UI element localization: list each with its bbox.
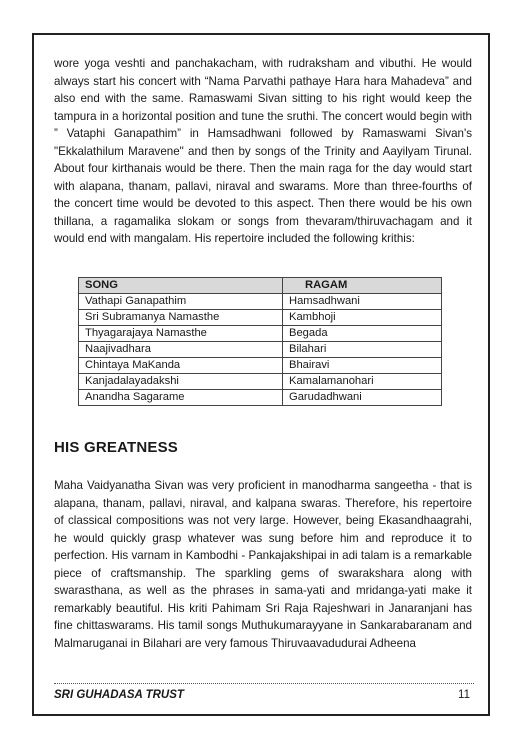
table-header-row [79, 278, 442, 294]
table-row [79, 326, 442, 342]
table-row [79, 390, 442, 406]
table-row [79, 310, 442, 326]
ragam-cell: Begada [283, 326, 442, 342]
column-header-song: SONG [79, 278, 283, 294]
footer-trust-name: SRI GUHADASA TRUST [54, 689, 184, 701]
song-cell: Chintaya MaKanda [79, 358, 283, 374]
footer-divider [54, 683, 474, 684]
column-header-ragam: RAGAM [283, 278, 442, 294]
ragam-cell: Kambhoji [283, 310, 442, 326]
paragraph-greatness: Maha Vaidyanatha Sivan was very proficient in manodharma sangeetha - that is alapana, thanam, pallavi, niraval, and kalpana swaras. Therefore, his repertoire of classical compositions was not very large. However, being Ekasandhaagrahi, he would quickly grasp whatever was sung before him and reproduce it to perfection. His varnam in Kambodhi - Pankajakshipai in adi talam is a remarkable piece of craftsmanship. The sparkling gems of swarakshara along with swarasthana, as well as the phrases in sama-yati and mridanga-yati make it remarkably beautiful. His kriti Pahimam Sri Raja Rajeshwari in Janaranjani has fine chittaswarams. His tamil songs Muthukumarayyane in Sankarabaranam and Malmaruganai in Bilahari are very famous Thiruvaavadudurai Adheena [54, 479, 472, 650]
ragam-cell: Bilahari [283, 342, 442, 358]
paragraph-concert-description: wore yoga veshti and panchakacham, with rudraksham and vibuthi. He would always start his concert with “Nama Parvathi pathaye Hara hara Mahadeva” and also end with the same. Ramaswami Sivan sitting to his right would keep the tampura in a horizontal position and tune the sruthi. The concert would begin with ” Vataphi Ganapathim” in Hamsadhwani followed by Ramaswami Sivan's "Ekkalathilum Maravene" and then by songs of the Trinity and Aayilyam Tirunal. About four kirthanais would be there. Then the main raga for the day would start with alapana, thanam, pallavi, niraval and swarams. More than three-fourths of the concert time would be devoted to this aspect. Then there would be his own thillana, a ragamalika slokam or songs from thevaram/thiruvachagam and it would end with mangalam. His repertoire included the following krithis: [54, 57, 472, 245]
table-row [79, 342, 442, 358]
song-cell: Naajivadhara [79, 342, 283, 358]
song-cell: Vathapi Ganapathim [79, 294, 283, 310]
ragam-cell: Garudadhwani [283, 390, 442, 406]
song-cell: Sri Subramanya Namasthe [79, 310, 283, 326]
song-cell: Anandha Sagarame [79, 390, 283, 406]
ragam-cell: Kamalamanohari [283, 374, 442, 390]
table-row [79, 294, 442, 310]
song-cell: Thyagarajaya Namasthe [79, 326, 283, 342]
krithis-table [78, 277, 442, 406]
ragam-cell: Bhairavi [283, 358, 442, 374]
ragam-cell: Hamsadhwani [283, 294, 442, 310]
table-row [79, 358, 442, 374]
page-number: 11 [458, 689, 470, 701]
table-row [79, 374, 442, 390]
song-cell: Kanjadalayadakshi [79, 374, 283, 390]
section-heading: HIS GREATNESS [54, 439, 179, 456]
